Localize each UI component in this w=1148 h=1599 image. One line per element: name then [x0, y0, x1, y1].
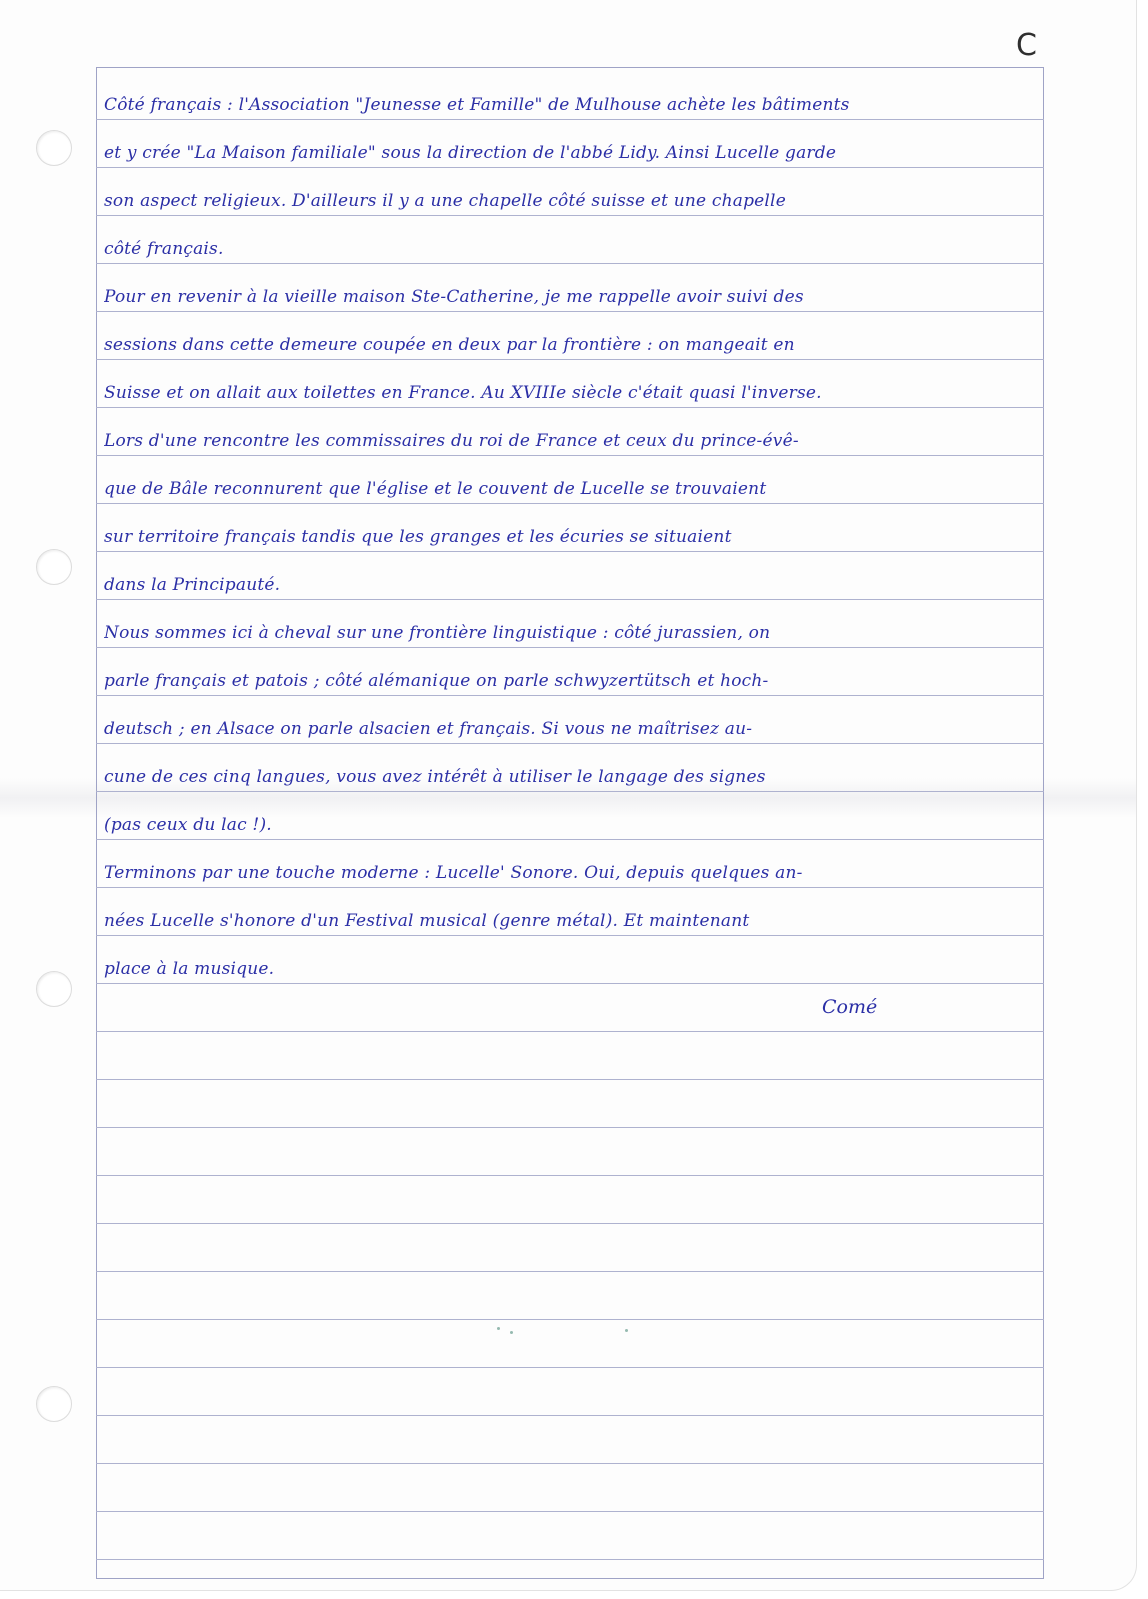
text-line: sessions dans cette demeure coupée en deux par la frontière : on mangeait en	[104, 335, 795, 355]
ruled-line	[96, 1127, 1044, 1128]
text-line: Côté français : l'Association "Jeunesse et Famille" de Mulhouse achète les bâtiments	[104, 95, 850, 115]
text-line: parle français et patois ; côté alémanique on parle schwyzertütsch et hoch-	[104, 671, 769, 691]
signature: Comé	[822, 996, 878, 1018]
punch-hole	[36, 1386, 72, 1422]
ruled-line	[96, 455, 1044, 456]
text-line: Suisse et on allait aux toilettes en France. Au XVIIIe siècle c'était quasi l'inverse.	[104, 383, 822, 403]
ruled-line	[96, 119, 1044, 120]
ruled-line	[96, 935, 1044, 936]
ruled-line	[96, 503, 1044, 504]
ruled-line	[96, 1031, 1044, 1032]
ink-speck	[497, 1327, 500, 1330]
text-line: Nous sommes ici à cheval sur une frontière linguistique : côté jurassien, on	[104, 623, 771, 643]
ruled-line	[96, 887, 1044, 888]
ruled-line	[96, 983, 1044, 984]
ruled-line	[96, 1271, 1044, 1272]
ruled-line	[96, 311, 1044, 312]
ruled-line	[96, 599, 1044, 600]
ruled-line	[96, 1463, 1044, 1464]
ruled-line	[96, 839, 1044, 840]
punch-hole	[36, 971, 72, 1007]
ruled-line	[96, 1223, 1044, 1224]
ruled-line	[96, 695, 1044, 696]
text-line: (pas ceux du lac !).	[104, 815, 272, 835]
text-line: deutsch ; en Alsace on parle alsacien et français. Si vous ne maîtrisez au-	[104, 719, 753, 739]
ruled-line	[96, 407, 1044, 408]
text-line: et y crée "La Maison familiale" sous la direction de l'abbé Lidy. Ainsi Lucelle garde	[104, 143, 837, 163]
ruled-line	[96, 1175, 1044, 1176]
ruled-line	[96, 263, 1044, 264]
ruled-line	[96, 1079, 1044, 1080]
ruled-line	[96, 215, 1044, 216]
text-line: son aspect religieux. D'ailleurs il y a une chapelle côté suisse et une chapelle	[104, 191, 786, 211]
ink-speck	[625, 1329, 628, 1332]
punch-hole	[36, 130, 72, 166]
ruled-line	[96, 743, 1044, 744]
ruled-line	[96, 1511, 1044, 1512]
ruled-line	[96, 1367, 1044, 1368]
text-line: nées Lucelle s'honore d'un Festival musical (genre métal). Et maintenant	[104, 911, 750, 931]
text-line: Lors d'une rencontre les commissaires du roi de France et ceux du prince-évê-	[104, 431, 799, 451]
ruled-line	[96, 1415, 1044, 1416]
text-line: dans la Principauté.	[104, 575, 281, 595]
text-line: place à la musique.	[104, 959, 275, 979]
ruled-line	[96, 359, 1044, 360]
ruled-line	[96, 1319, 1044, 1320]
text-line: sur territoire français tandis que les granges et les écuries se situaient	[104, 527, 732, 547]
ruled-line	[96, 791, 1044, 792]
ruled-line	[96, 551, 1044, 552]
punch-hole	[36, 549, 72, 585]
ink-speck	[510, 1331, 513, 1334]
ruled-line	[96, 1559, 1044, 1560]
ruled-line	[96, 167, 1044, 168]
text-line: Pour en revenir à la vieille maison Ste-Catherine, je me rappelle avoir suivi des	[104, 287, 804, 307]
text-line: cune de ces cinq langues, vous avez intérêt à utiliser le langage des signes	[104, 767, 766, 787]
ruled-line	[96, 647, 1044, 648]
page-letter: C	[1016, 28, 1037, 63]
text-line: Terminons par une touche moderne : Lucelle' Sonore. Oui, depuis quelques an-	[104, 863, 803, 883]
text-line: que de Bâle reconnurent que l'église et le couvent de Lucelle se trouvaient	[104, 479, 767, 499]
text-line: côté français.	[104, 239, 224, 259]
